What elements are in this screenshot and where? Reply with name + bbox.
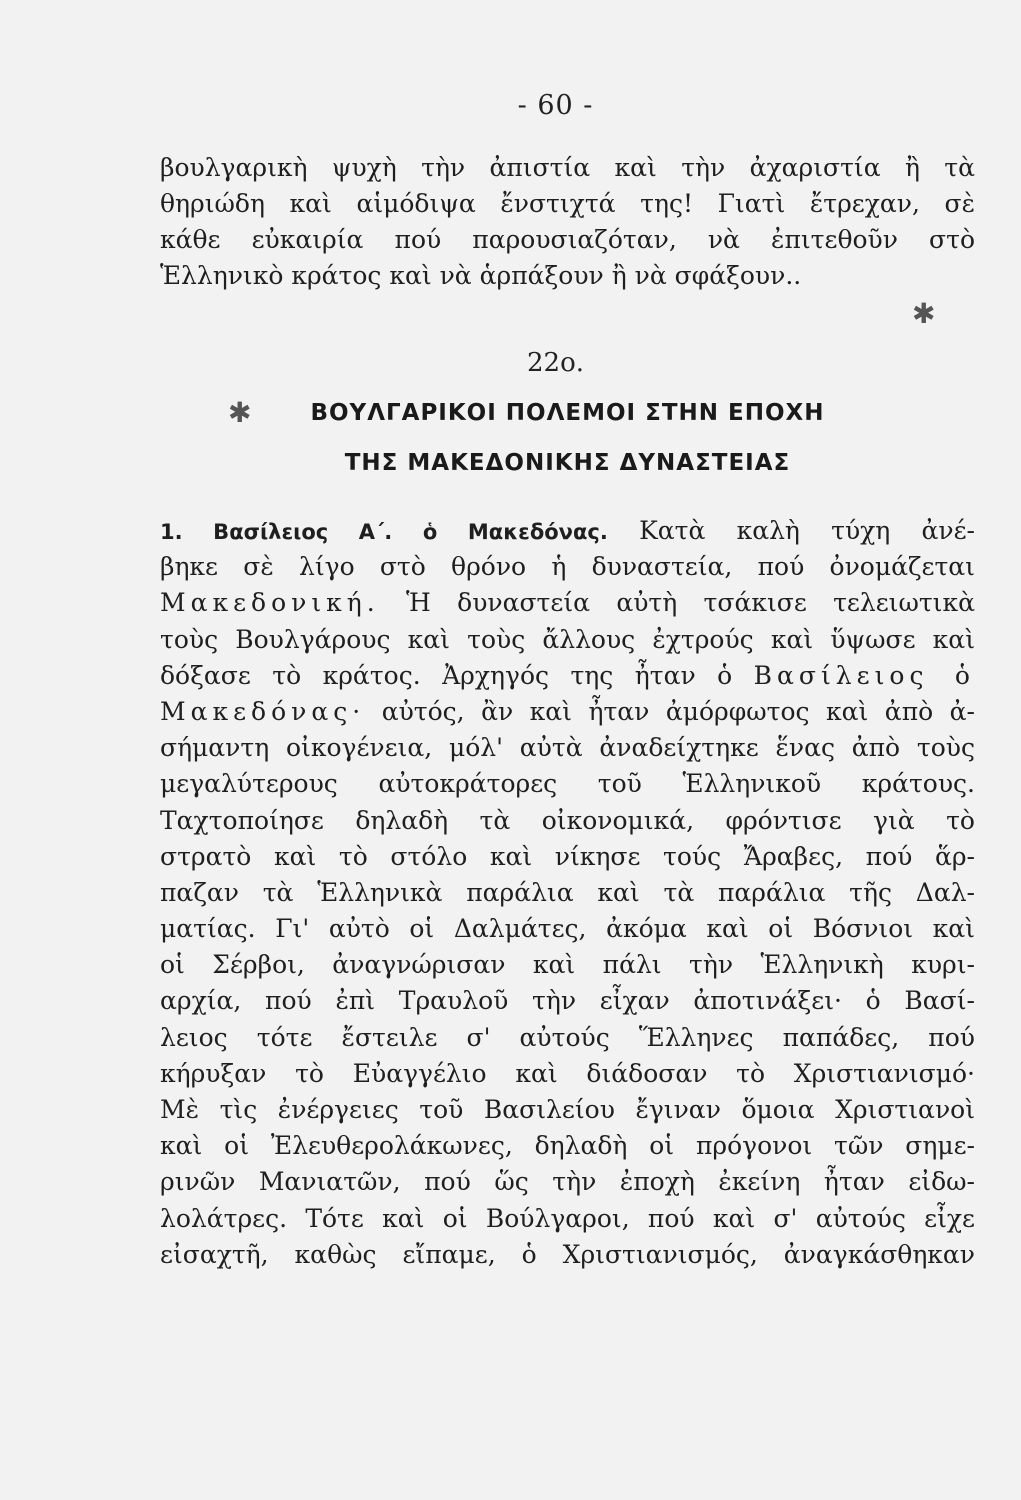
text-line: καὶ οἱ Ἐλευθερολάκωνες, δηλαδὴ οἱ πρόγονοι τῶν σημε- <box>160 1131 975 1161</box>
text-line: κάθε εὐκαιρία πού παρουσιαζόταν, νὰ ἐπιτεθοῦν στὸ <box>160 225 975 254</box>
chapter-title-line-2: ΤΗΣ ΜΑΚΕΔΟΝΙΚΗΣ ΔΥΝΑΣΤΕΙΑΣ <box>344 450 791 476</box>
chapter-title-line-1: ΒΟΥΛΓΑΡΙΚΟΙ ΠΟΛΕΜΟΙ ΣΤΗΝ ΕΠΟΧΗ <box>310 400 825 426</box>
spaced-term: Μακεδονική. <box>160 588 380 618</box>
text-line: οἱ Σέρβοι, ἀναγνώρισαν καὶ πάλι τὴν Ἑλληνικὴ κυρι- <box>160 950 975 980</box>
text-line: βηκε σὲ λίγο στὸ θρόνο ἡ δυναστεία, πού ὀνομάζεται <box>160 552 975 582</box>
text-line: Μὲ τὶς ἐνέργειες τοῦ Βασιλείου ἔγιναν ὅμοια Χριστιανοὶ <box>160 1095 975 1124</box>
text-line: Μακεδονική. Ἡ δυναστεία αὐτὴ τσάκισε τελειωτικὰ <box>160 588 975 618</box>
spaced-term: Βασίλειος ὁ <box>753 660 975 690</box>
text-line: Μακεδόνας· αὐτός, ἂν καὶ ἦταν ἀμόρφωτος καὶ ἀπὸ ἀ- <box>160 696 975 726</box>
text-line: κήρυξαν τὸ Εὐαγγέλιο καὶ διάδοσαν τὸ Χριστιανισμό· <box>160 1058 975 1088</box>
text-line: τοὺς Βουλγάρους καὶ τοὺς ἄλλους ἐχτρούς καὶ ὕψωσε καὶ <box>160 624 975 654</box>
text-line: λολάτρες. Τότε καὶ οἱ Βούλγαροι, πού καὶ σ' αὐτούς εἶχε <box>160 1203 975 1233</box>
text-line: στρατὸ καὶ τὸ στόλο καὶ νίκησε τούς Ἄραβες, πού ἅρ- <box>160 841 975 871</box>
continued-paragraph <box>160 150 975 294</box>
text-line: Ταχτοποίησε δηλαδὴ τὰ οἰκονομικά, φρόντισε γιὰ τὸ <box>160 805 975 835</box>
chapter-number: 22ο. <box>526 348 584 378</box>
spaced-term: Μακεδόνας· <box>160 696 366 726</box>
pencil-mark-icon: ✱ <box>912 297 936 330</box>
page-number: - 60 - <box>517 90 594 121</box>
text-line: παζαν τὰ Ἑλληνικὰ παράλια καὶ τὰ παράλια τῆς Δαλ- <box>160 877 975 907</box>
text-line: εἰσαχτῆ, καθὼς εἴπαμε, ὁ Χριστιανισμός, ἀναγκάσθηκαν <box>160 1239 975 1269</box>
text-line: σήμαντη οἰκογένεια, μόλ' αὐτὰ ἀναδείχτηκε ἕνας ἀπὸ τοὺς <box>160 733 975 763</box>
text-line: ρινῶν Μανιατῶν, πού ὥς τὴν ἐποχὴ ἐκείνη ἦταν εἰδω- <box>160 1167 975 1197</box>
text-line: ματίας. Γι' αὐτὸ οἱ Δαλμάτες, ἀκόμα καὶ οἱ Βόσνιοι καὶ <box>160 914 975 944</box>
text-line: θηριώδη καὶ αἱμόδιψα ἔνστιχτά της! Γιατὶ ἔτρεχαν, σὲ <box>160 189 975 218</box>
text-line: 1. Βασίλειος Α΄. ὁ Μακεδόνας. Κατὰ καλὴ τύχη ἀνέ- <box>160 516 975 545</box>
text-line: αρχία, πού ἐπὶ Τραυλοῦ τὴν εἶχαν ἀποτινάξει· ὁ Βασί- <box>160 986 975 1016</box>
text-line: μεγαλύτερους αὐτοκράτορες τοῦ Ἑλληνικοῦ κράτους. <box>160 769 975 799</box>
text-line: δόξασε τὸ κράτος. Ἀρχηγός της ἦταν ὁ Βασίλειος ὁ <box>160 660 975 690</box>
section-lead: 1. Βασίλειος Α΄. ὁ Μακεδόνας. <box>160 520 608 544</box>
pencil-mark-icon: ✱ <box>228 396 252 429</box>
section-paragraph <box>160 513 975 1273</box>
text-line: βουλγαρικὴ ψυχὴ τὴν ἀπιστία καὶ τὴν ἀχαριστία ἢ τὰ <box>160 153 975 182</box>
text-line: λειος τότε ἔστειλε σ' αὐτούς Ἕλληνες παπάδες, πού <box>160 1022 975 1052</box>
text-line: Ἑλληνικὸ κράτος καὶ νὰ ἁρπάξουν ἢ νὰ σφάξουν.. <box>160 261 802 290</box>
